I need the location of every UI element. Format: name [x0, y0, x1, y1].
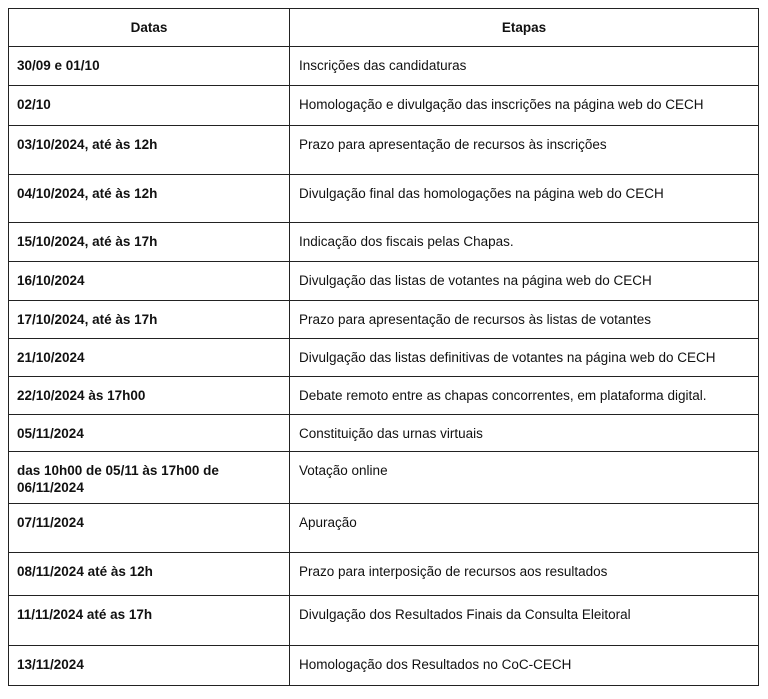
table-row [9, 301, 759, 339]
table-header-row [9, 9, 759, 47]
row-stage: Homologação e divulgação das inscrições na página web do CECH [290, 86, 759, 126]
row-stage: Homologação dos Resultados no CoC-CECH [290, 646, 759, 686]
row-date: 15/10/2024, até às 17h [9, 223, 290, 262]
row-date: 07/11/2024 [9, 504, 290, 553]
row-stage: Prazo para apresentação de recursos às inscrições [290, 126, 759, 175]
table-row [9, 415, 759, 452]
row-stage: Divulgação das listas definitivas de votantes na página web do CECH [290, 339, 759, 377]
row-stage: Prazo para apresentação de recursos às listas de votantes [290, 301, 759, 339]
row-stage: Divulgação final das homologações na página web do CECH [290, 175, 759, 223]
table-row [9, 504, 759, 553]
row-date: 02/10 [9, 86, 290, 126]
table-row [9, 262, 759, 301]
row-date: 04/10/2024, até às 12h [9, 175, 290, 223]
row-stage: Divulgação das listas de votantes na página web do CECH [290, 262, 759, 301]
row-date: 13/11/2024 [9, 646, 290, 686]
table-row [9, 86, 759, 126]
table-row [9, 553, 759, 596]
row-date: 11/11/2024 até as 17h [9, 596, 290, 646]
row-date: 03/10/2024, até às 12h [9, 126, 290, 175]
row-stage: Indicação dos fiscais pelas Chapas. [290, 223, 759, 262]
schedule-table [8, 8, 759, 686]
row-date: 17/10/2024, até às 17h [9, 301, 290, 339]
table-row [9, 126, 759, 175]
row-date: das 10h00 de 05/11 às 17h00 de 06/11/2024 [9, 452, 290, 504]
table-row [9, 377, 759, 415]
row-date: 21/10/2024 [9, 339, 290, 377]
header-etapas: Etapas [290, 9, 759, 47]
row-stage: Apuração [290, 504, 759, 553]
row-date: 05/11/2024 [9, 415, 290, 452]
table-row [9, 47, 759, 86]
row-date: 30/09 e 01/10 [9, 47, 290, 86]
row-stage: Debate remoto entre as chapas concorrentes, em plataforma digital. [290, 377, 759, 415]
table-row [9, 646, 759, 686]
table-row [9, 175, 759, 223]
row-date: 16/10/2024 [9, 262, 290, 301]
row-stage: Divulgação dos Resultados Finais da Consulta Eleitoral [290, 596, 759, 646]
row-date: 08/11/2024 até às 12h [9, 553, 290, 596]
header-datas: Datas [9, 9, 290, 47]
row-date: 22/10/2024 às 17h00 [9, 377, 290, 415]
table-row [9, 452, 759, 504]
row-stage: Constituição das urnas virtuais [290, 415, 759, 452]
row-stage: Votação online [290, 452, 759, 504]
table-row [9, 596, 759, 646]
table-row [9, 339, 759, 377]
row-stage: Prazo para interposição de recursos aos resultados [290, 553, 759, 596]
table-row [9, 223, 759, 262]
row-stage: Inscrições das candidaturas [290, 47, 759, 86]
